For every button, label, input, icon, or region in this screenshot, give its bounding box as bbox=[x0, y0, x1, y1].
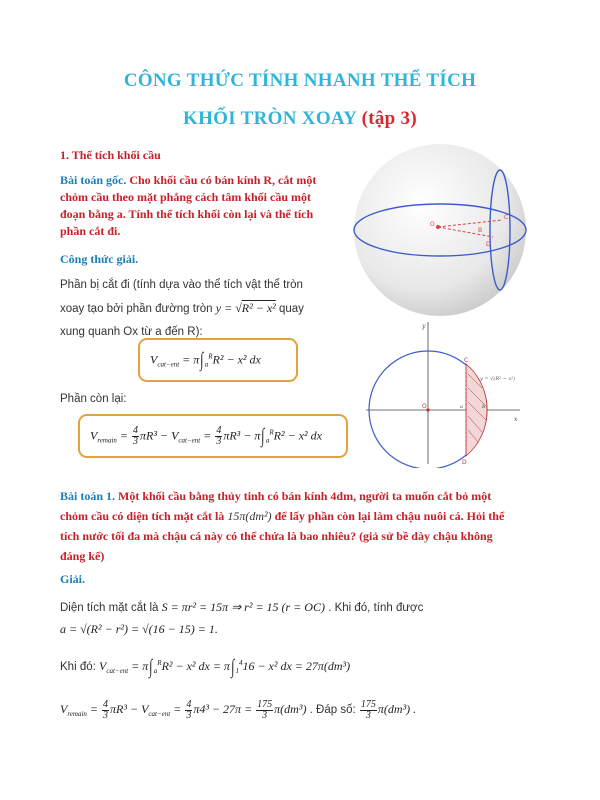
solution-heading: Giải. bbox=[60, 572, 86, 586]
cut-part-line-2-prefix: xoay tạo bởi phần đường tròn bbox=[60, 303, 213, 315]
solution-line-1-a: Diện tích mặt cắt là bbox=[60, 602, 159, 614]
title-line-2-tag: (tập 3) bbox=[361, 108, 417, 129]
cut-part-paragraph bbox=[60, 274, 360, 344]
label-o: O bbox=[430, 221, 435, 228]
label-d: D bbox=[486, 241, 491, 248]
base-problem bbox=[60, 172, 360, 240]
problem-1 bbox=[60, 486, 545, 566]
label-c: C bbox=[504, 214, 509, 221]
title-line-1: CÔNG THỨC TÍNH NHANH THỂ TÍCH bbox=[123, 70, 477, 91]
solution-line-3-a: Khi đó: bbox=[60, 661, 96, 673]
base-problem-line-1 bbox=[60, 172, 360, 189]
title-line-2-main: KHỐI TRÒN XOAY bbox=[183, 108, 357, 129]
cut-part-line-3: xung quanh Ox từ a đến R): bbox=[60, 326, 203, 338]
base-problem-line-3: đoạn bằng a. Tính thể tích khối còn lại và thể tích bbox=[60, 207, 314, 221]
solution-line-4-math: $V_{remain}$ = $\frac{4}{3}$ $\pi R^3 - V_{cat-ent}$ = $\frac{4}{3}$ π4³ − 27π = $\frac{175}{3}$ π(dm³) bbox=[60, 698, 307, 721]
solution-line-4 bbox=[60, 698, 580, 726]
origin-label: O bbox=[422, 403, 427, 410]
cut-part-line-2-suffix: quay bbox=[278, 303, 304, 315]
circle-equation: y = √R² − x² bbox=[215, 301, 276, 315]
remain-label: Phần còn lại: bbox=[60, 393, 127, 405]
formula-cut: $V_{cat-ent} = \pi\int_a^RR^2 - x^2$ dx bbox=[150, 348, 261, 371]
base-problem-line-2: chỏm cầu theo mặt phẳng cách tâm khối cầu một bbox=[60, 190, 311, 204]
formula-heading: Công thức giải. bbox=[60, 252, 139, 266]
problem-1-line-1 bbox=[60, 486, 545, 506]
solution-line-1-math: S = πr² = 15π ⇒ r² = 15 (r = OC) bbox=[161, 600, 325, 614]
solution-line-3-math: $V_{cat-ent} = \pi\int_a^RR^2 - x^2$ dx = $\pi\int_1^416 - x^2$ dx = 27π(dm³) bbox=[99, 655, 351, 678]
label-b: B bbox=[478, 227, 483, 234]
circle-diagram bbox=[362, 318, 530, 468]
cut-part-line-2 bbox=[60, 297, 360, 321]
solution-line-2: a = √(R² − r²) = √(16 − 15) = 1. bbox=[60, 622, 218, 636]
solution-line-1 bbox=[60, 596, 560, 620]
d-label: D bbox=[462, 459, 467, 466]
solution-line-3 bbox=[60, 652, 560, 683]
a-label: a bbox=[460, 404, 463, 410]
center-point bbox=[436, 225, 440, 229]
y-axis-label: y bbox=[422, 323, 426, 330]
r-label: R bbox=[482, 404, 486, 410]
problem-1-line-3: tích nước tối đa mà chậu cá này có thể chứa là bao nhiêu? (giả sử bề dày chậu không bbox=[60, 529, 493, 543]
problem-1-line-2 bbox=[60, 506, 545, 526]
base-problem-label: Bài toán gốc. bbox=[60, 173, 127, 187]
c-label: C bbox=[464, 357, 469, 364]
formula-remain: $V_{remain}$ = $\frac{4}{3}$ $\pi R^3 - V_{cat-ent}$ = $\frac{4}{3}$ $\pi R^3 - \pi\int_a^RR^2 - x^2$ dx bbox=[90, 424, 322, 447]
formula-box-cut bbox=[138, 338, 298, 382]
solution-line-1-b: . Khi đó, tính được bbox=[328, 602, 424, 614]
formula-box-remain bbox=[78, 414, 348, 458]
problem-1-text-2b: để lấy phần còn lại làm chậu nuôi cá. Hỏi thể bbox=[274, 509, 505, 523]
problem-1-text-1: Một khối cầu bằng thủy tinh có bán kính 4dm, người ta muốn cắt bỏ một bbox=[118, 489, 492, 503]
title-line-2 bbox=[0, 108, 600, 130]
solution-line-4-b: . Đáp số: bbox=[309, 704, 356, 716]
cut-part-line-1: Phần bị cắt đi (tính dựa vào thể tích vật thể tròn bbox=[60, 279, 303, 291]
solution-answer: $\frac{175}{3}$ π(dm³) . bbox=[360, 698, 417, 721]
base-problem-line-4: phần cắt đi. bbox=[60, 224, 121, 238]
x-axis-label: x bbox=[514, 416, 518, 423]
sphere-diagram bbox=[352, 140, 532, 320]
base-problem-text-1: Cho khối cầu có bán kính R, cắt một bbox=[129, 173, 317, 187]
problem-1-area-math: 15π(dm²) bbox=[227, 509, 272, 523]
curve-label: y = √(R² − x²) bbox=[480, 376, 516, 382]
section-heading: 1. Thể tích khối cầu bbox=[60, 148, 161, 162]
origin-point bbox=[426, 408, 429, 411]
problem-1-text-2a: chỏm cầu có diện tích mặt cắt là bbox=[60, 509, 225, 523]
problem-1-label: Bài toán 1. bbox=[60, 489, 116, 503]
problem-1-line-4: đáng kể) bbox=[60, 549, 105, 563]
